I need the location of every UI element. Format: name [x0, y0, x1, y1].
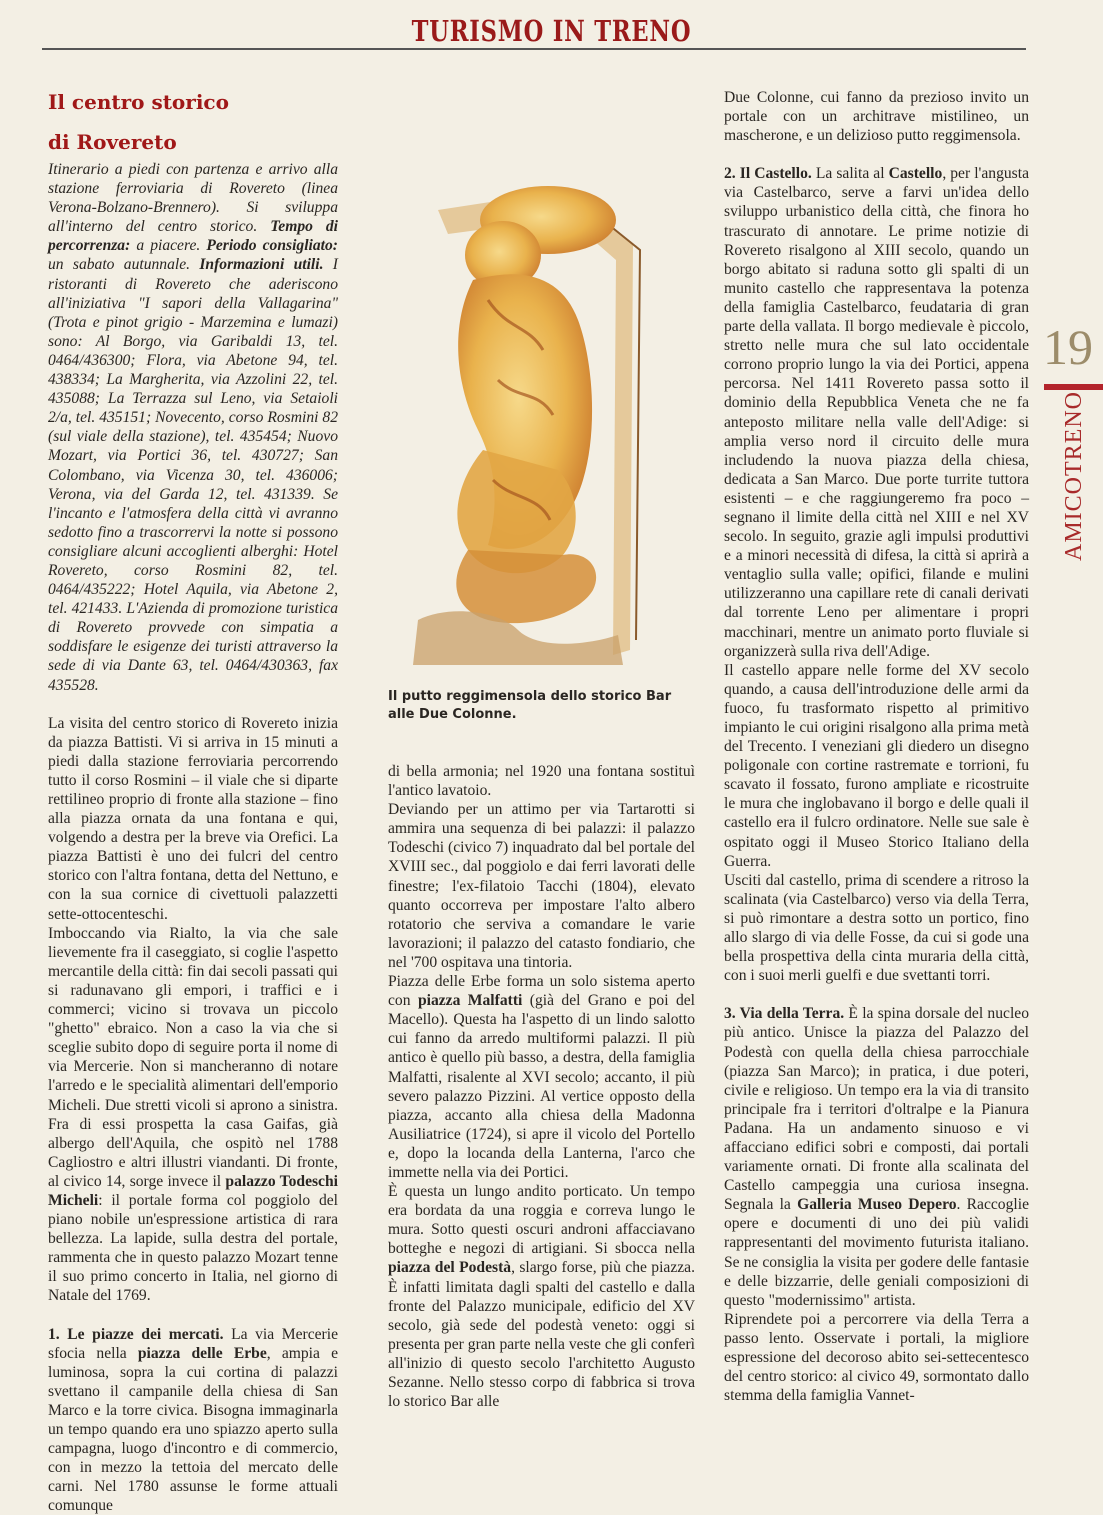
text-run: : il portale forma col poggiolo del piano nobile un'espressione artistica di rara bellezza. La lapide, sulla destra del portale, rammenta che in questo palazzo Mozart tenne il suo primo concerto in Italia, nel giorno di Natale del 1769.: [48, 1191, 338, 1305]
paragraph: La visita del centro storico di Rovereto inizia da piazza Battisti. Vi si arriva in 15 minuti a piedi dalla stazione ferroviaria percorrendo tutto il corso Rosmini – il viale che si diparte rettilineo proprio di fronte alla stazione – fino alla piazza ornata da una fontana e qui, volgendo a destra per la breve via Orefici. La piazza Battisti è uno dei fulcri del centro storico con l'altra fontana, detta del Nettuno, e con la sua cornice di civettuoli palazzetti sette-ottocenteschi.: [48, 714, 338, 923]
putto-figure: [456, 186, 616, 623]
paragraph: [48, 924, 338, 1306]
text-run: , per l'angusta via Castelbarco, serve a farvi un'idea dello sviluppo urbanistico della città, che finora ho trascurato di annotare. Le prime notizie di Rovereto risalgono al XIII secolo, quando un borgo abitato si raduna sotto gli spalti di un munito castello che rappresentava la potenza della famiglia Castelbarco, feudataria di gran parte della vallata. Il borgo medievale è piccolo, stretto nelle mura che sul lato occidentale corrono proprio lungo la via dei Portici, appena percorsa. Nel 1411 Rovereto passa sotto il dominio della Repubblica Veneta che ne fa anteposto militare nella valle dell'Adige: si amplia verso nord il circuito delle mura includendo la nuova piazza della chiesa, dedicata a San Marco. Due porte turrite tuttora esistenti – e che raggiungeremo fra poco – segnano il limite della città nel XIII e nel XV secolo. In seguito, grazie agli impulsi produttivi e a minori necessità di difesa, la città si aprirà a ventaglio sulla valle; opifici, filande e mulini utilizzeranno una capillare rete di canali derivati dal torrente Leno per alimentare i propri macchinari, mentre un animato porto fluviale si organizzerà sulla riva dell'Adige.: [724, 165, 1029, 660]
text-run: È la spina dorsale del nucleo più antico. Unisce la piazza del Palazzo del Podestà con quella della chiesa parrocchiale (piazza San Marco); in pratica, i due poteri, civile e religioso. Un tempo era la via di transito principale fra i territori d'oltralpe e la Pianura Padana. Ha un andamento sinuoso e vi affacciano edifici sobri e composti, dai portali variamente ornati. Di fronte alla scalinata del Castello campeggia una curiosa insegna. Segnala la: [724, 1005, 1029, 1214]
intro-time: a piacere.: [130, 237, 207, 255]
text-run: Piazza delle Erbe forma un solo sistema aperto con: [388, 973, 695, 1010]
putto-illustration: [378, 150, 703, 670]
spacer: [724, 145, 1029, 164]
page-number: 19: [1043, 319, 1093, 375]
paragraph: Il castello appare nelle forme del XV secolo quando, a causa dell'introduzione delle armi da fuoco, fu trasformato rispetto al primitivo impianto le cui origini risalgono alla prima metà del Trecento. I veneziani gli diedero un disegno poligonale con cortine rastremate e torrioni, fu scavato il fossato, furono ampliate e ricostruite le mura che inglobavano il borgo e delle quali il castello era il fulcro ordinatore. Nelle sue sale è ospitato oggi il Museo Storico Italiano della Guerra.: [724, 661, 1029, 870]
section-heading: 3. Via della Terra.: [724, 1005, 845, 1023]
text-run: . Raccoglie opere e documenti di uno dei più validi rappresentanti del movimento futurista italiano. Se ne consiglia la visita per godere delle fantasie e delle bizzarrie, delle geniali composizioni di questo "modernissimo" artista.: [724, 1196, 1029, 1309]
bold-term: piazza delle Erbe: [137, 1344, 267, 1362]
intro-label-period: Periodo consigliato:: [206, 237, 338, 255]
column-right: [724, 88, 1029, 1405]
bold-term: Castello: [888, 165, 943, 183]
text-run: , ampia e luminosa, sopra la cui cortina di palazzi svettano il campanile della chiesa di San Marco e la torre civica. Bisogna immaginarla un tempo quando era uno spiazzo aperto sulla campagna, luogo d'incontro e di commercio, con in mezzo la tettoia del mercato delle carni. Nel 1780 assunse le forme attuali comunque: [48, 1344, 338, 1515]
text-run: (già del Grano e poi del Macello). Questa ha l'aspetto di un lindo salotto cui fanno da arredo multiformi palazzi. Il più antico è quello più basso, a destra, della famiglia Malfatti, risalente al XVI secolo; accanto, il più severo palazzo Pizzini. Al vertice opposto della piazza, accanto alla chiesa della Madonna Ausiliatrice (1724), si apre il vicolo del Portello e, dopo la locanda della Lanterna, l'arco che immette nella via dei Portici.: [388, 992, 695, 1181]
section-heading: 2. Il Castello.: [724, 165, 812, 183]
text-run: È questa un lungo andito porticato. Un tempo era bordata da una roggia e correva lungo le mura. Sotto questi oscuri androni affacciavano botteghe e negozi di artigiani. Si sbocca nella: [388, 1183, 695, 1258]
section-2: [724, 164, 1029, 660]
spacer: [724, 985, 1029, 1004]
intro-label-time: Tempo di percorrenza:: [48, 218, 339, 255]
paragraph: Deviando per un attimo per via Tartarotti si ammira una sequenza di bei palazzi: il palazzo Todeschi (civico 7) inquadrato dal bel portale del XVIII sec., dal poggiolo e dai ferri lavorati delle finestre; l'ex-filatoio Tacchi (1804), elevato quanto occorreva per impostare l'alto albero rotatorio che serviva a comandare le varie lavorazioni; il palazzo del catasto fondiario, che nel '700 ospitava una tintoria.: [388, 801, 695, 971]
paragraph: [388, 972, 695, 1182]
bold-term: piazza Malfatti: [417, 992, 523, 1010]
paragraph: di bella armonia; nel 1920 una fontana sostituì l'antico lavatoio.: [388, 763, 695, 800]
page-accent-bar: [1044, 384, 1103, 390]
bold-term: piazza del Podestà: [388, 1259, 512, 1277]
article-title: [48, 82, 348, 162]
section-header: TURISMO IN TRENO: [411, 14, 692, 48]
bold-term: palazzo Todeschi Micheli: [48, 1172, 338, 1209]
text-run: La salita al: [811, 165, 889, 183]
section-1: [48, 1325, 338, 1515]
section-heading: 1. Le piazze dei mercati.: [48, 1325, 224, 1343]
image-caption: Il putto reggimensola dello storico Bar alle Due Colonne.: [388, 689, 672, 722]
text-run: La via Mercerie sfocia nella: [48, 1325, 339, 1362]
paragraph: Due Colonne, cui fanno da prezioso invito un portale con un architrave mistilineo, un mascherone, e un delizioso putto reggimensola.: [724, 89, 1029, 145]
bold-term: Galleria Museo Depero: [797, 1196, 957, 1214]
text-run: Imboccando via Rialto, la via che sale lievemente fra il caseggiato, si coglie l'aspetto mercantile della città: fin dai secoli passati qui si radunavano gli empori, i traffici e i commerci; vicino si trovava un piccolo "ghetto" ebraico. Non a caso la via che si sceglie subito dopo di seguire porta il nome di via Mercerie. Non si mancheranno di notare l'arredo e le specialità alimentari dell'emporio Micheli. Due stretti vicoli si aprono a sinistra. Fra di essi prospetta la casa Gaifas, già albergo dell'Aquila, che ospitò nel 1788 Cagliostro e altri illustri viandanti. Di fronte, al civico 14, sorge invece il: [48, 924, 338, 1190]
header-rule: [42, 48, 1026, 50]
intro-period: un sabato autunnale.: [48, 256, 200, 274]
paragraph: Usciti dal castello, prima di scendere a ritroso la scalinata (via Castelbarco) verso via della Terra, si può rimontare a destra sotto un portico, fino allo slargo di via delle Fosse, da cui si gode una bella prospettiva della cinta muraria della città, con i suoi merli guelfi e due svettanti torri.: [724, 871, 1029, 985]
section-3: [724, 1004, 1029, 1310]
column-left: [48, 160, 338, 1515]
intro-box: [48, 160, 338, 695]
spacer: [48, 695, 338, 714]
intro-info: I ristoranti di Rovereto che aderiscono all'iniziativa "I sapori della Vallagarina" (Trota e pinot grigio - Marzemina e lumazi) sono: Al Borgo, via Garibaldi 13, tel. 0464/436300; Flora, via Abetone 94, tel. 438334; La Margherita, via Azzolini 22, tel. 435088; La Terrazza sul Leno, via Setaioli 2/a, tel. 435151; Novecento, corso Rosmini 82 (sul viale della stazione), tel. 435454; Nuovo Mozart, via Portici 36, tel. 430727; San Colombano, via Vicenza 30, tel. 436006; Verona, via del Garda 12, tel. 431339. Se l'incanto e l'atmosfera della città vi avranno sedotto fino a trascorrervi la notte si possono consigliare alcuni accoglienti alberghi: Hotel Rovereto, corso Rosmini 82, tel. 0464/435222; Hotel Aquila, via Abetone 2, tel. 421433. L'Azienda di promozione turistica di Rovereto provvede con simpatia a soddisfare le esigenze dei turisti attraverso la sede di via Dante 63, tel. 0464/430363, fax 435528.: [48, 256, 338, 694]
column-middle: [388, 762, 695, 1411]
article-title-line2: di Rovereto: [48, 130, 177, 154]
intro-label-info: Informazioni utili.: [199, 256, 324, 274]
magazine-brand-vertical: AMICOTRENO: [1061, 391, 1087, 561]
intro-text-1: Itinerario a piedi con partenza e arrivo alla stazione ferroviaria di Rovereto (linea Verona-Bolzano-Brennero). Si sviluppa all'interno del centro storico.: [48, 161, 338, 236]
spacer: [48, 1306, 338, 1325]
article-title-line1: Il centro storico: [48, 90, 229, 114]
paragraph: Riprendete poi a percorrere via della Terra a passo lento. Osservate i portali, la migliore espressione del decoroso abito sei-settecentesco del centro storico: al civico 49, sormontato dallo stemma della famiglia Vannet-: [724, 1310, 1029, 1405]
paragraph: [388, 1182, 695, 1411]
text-run: , slargo forse, più che piazza. È infatti limitata dagli spalti del castello e dalla fronte del Palazzo municipale, edificio del XV secolo, già sede del podestà veneto: oggi si presenta per gran parte nella veste che gli conferì all'inizio di questo secolo l'architetto Augusto Sezanne. Nello stesso corpo di fabbrica si trova lo storico Bar alle: [388, 1259, 695, 1411]
